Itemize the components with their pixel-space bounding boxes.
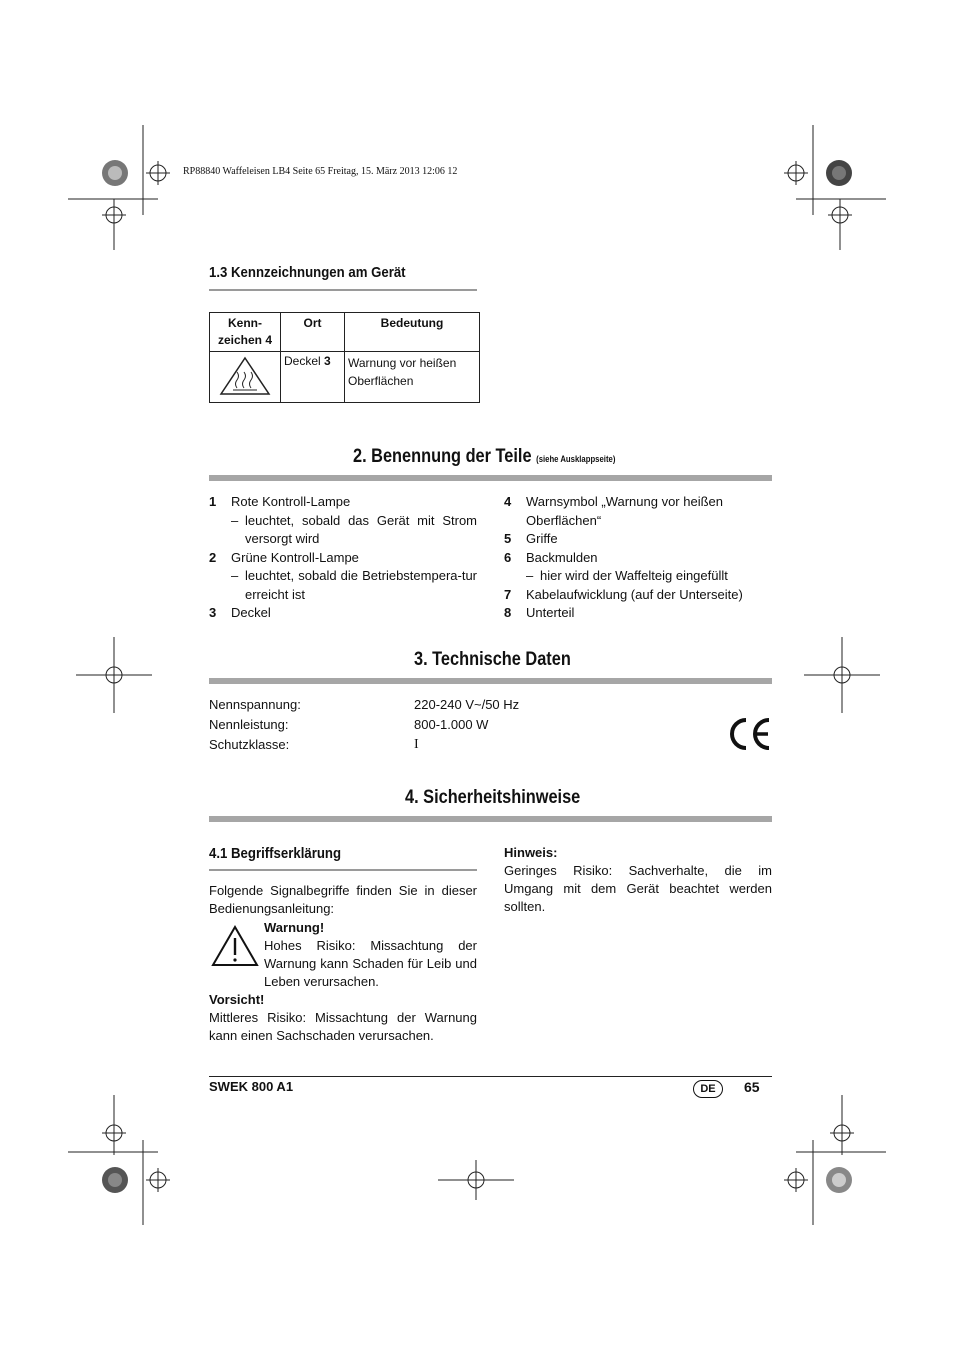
list-item: 8 Unterteil [504,605,575,620]
spec-list [209,695,519,755]
table-header-bedeutung: Bedeutung [345,313,480,352]
list-item: 1 Rote Kontroll-Lampe [209,494,351,509]
parts-list-right [504,493,772,623]
hinweis-label: Hinweis: [504,845,558,860]
hinweis-block [504,844,772,916]
list-subitem: – leuchtet, sobald die Betriebstempera-tur erreicht ist [231,568,477,602]
section-4-rule [209,816,772,822]
section-2-title: 2. Benennung der Teile (siehe Ausklappseite) [353,446,616,467]
warning-triangle-icon [210,924,260,968]
list-item: 7 Kabelaufwicklung (auf der Unterseite) [504,586,743,602]
list-item: 5 Griffe [504,531,558,546]
ce-mark-icon [727,716,773,752]
vorsicht-label: Vorsicht! [209,992,265,1007]
section-3-title: 3. Technische Daten [414,649,571,670]
list-item: 4 Warnsymbol „Warnung vor heißen Oberflächen“ [504,494,723,528]
list-item: 6 Backmulden [504,549,598,565]
table-cell-bedeutung: Warnung vor heißen Oberflächen [345,352,480,403]
list-subitem: – hier wird der Waffelteig eingefüllt [526,568,728,583]
table-cell-ort: Deckel 3 [281,352,345,403]
list-subitem: – leuchtet, sobald das Gerät mit Strom versorgt wird [231,512,477,546]
language-badge [693,1080,723,1098]
hot-surface-warning-icon [218,355,272,397]
list-item: 3 Deckel [209,605,271,620]
footer-model: SWEK 800 A1 [209,1079,294,1094]
warnung-block [264,919,477,991]
table-header-kennzeichen: Kenn- zeichen 4 [210,313,281,352]
section-4-1-rule [209,869,477,871]
parts-list-left [209,493,477,623]
section-4-title: 4. Sicherheitshinweise [405,787,581,808]
spec-row: Schutzklasse: I [209,737,419,752]
section-1-3-title: 1.3 Kennzeichnungen am Gerät [209,264,406,281]
signal-words-intro: Folgende Signalbegriffe finden Sie in dieser Bedienungsanleitung: [209,883,477,916]
hot-surface-icon-cell [210,352,281,403]
footer-rule [209,1076,772,1077]
warnung-text: Hohes Risiko: Missachtung der Warnung kann Schaden für Leib und Leben verursachen. [264,938,477,989]
symbol-table [209,312,480,403]
spec-row: Nennleistung: 800-1.000 W [209,717,489,732]
list-item: 2 Grüne Kontroll-Lampe [209,549,359,565]
section-2-rule [209,475,772,481]
section-4-1-title: 4.1 Begriffserklärung [209,845,342,862]
vorsicht-block [209,991,477,1045]
vorsicht-text: Mittleres Risiko: Missachtung der Warnung kann einen Sachschaden verursachen. [209,1010,477,1043]
section-3-rule [209,678,772,684]
spec-row: Nennspannung: 220-240 V~/50 Hz [209,697,520,712]
section-1-3-rule [209,289,477,291]
page-number: 65 [744,1079,760,1095]
print-slug: RP88840 Waffeleisen LB4 Seite 65 Freitag, 15. März 2013 12:06 12 [183,166,458,177]
hinweis-text: Geringes Risiko: Sachverhalte, die im Umgang mit dem Gerät beachtet werden sollten. [504,863,772,914]
table-header-ort: Ort [281,313,345,352]
warnung-label: Warnung! [264,920,325,935]
language-badge-label: DE [700,1083,716,1095]
